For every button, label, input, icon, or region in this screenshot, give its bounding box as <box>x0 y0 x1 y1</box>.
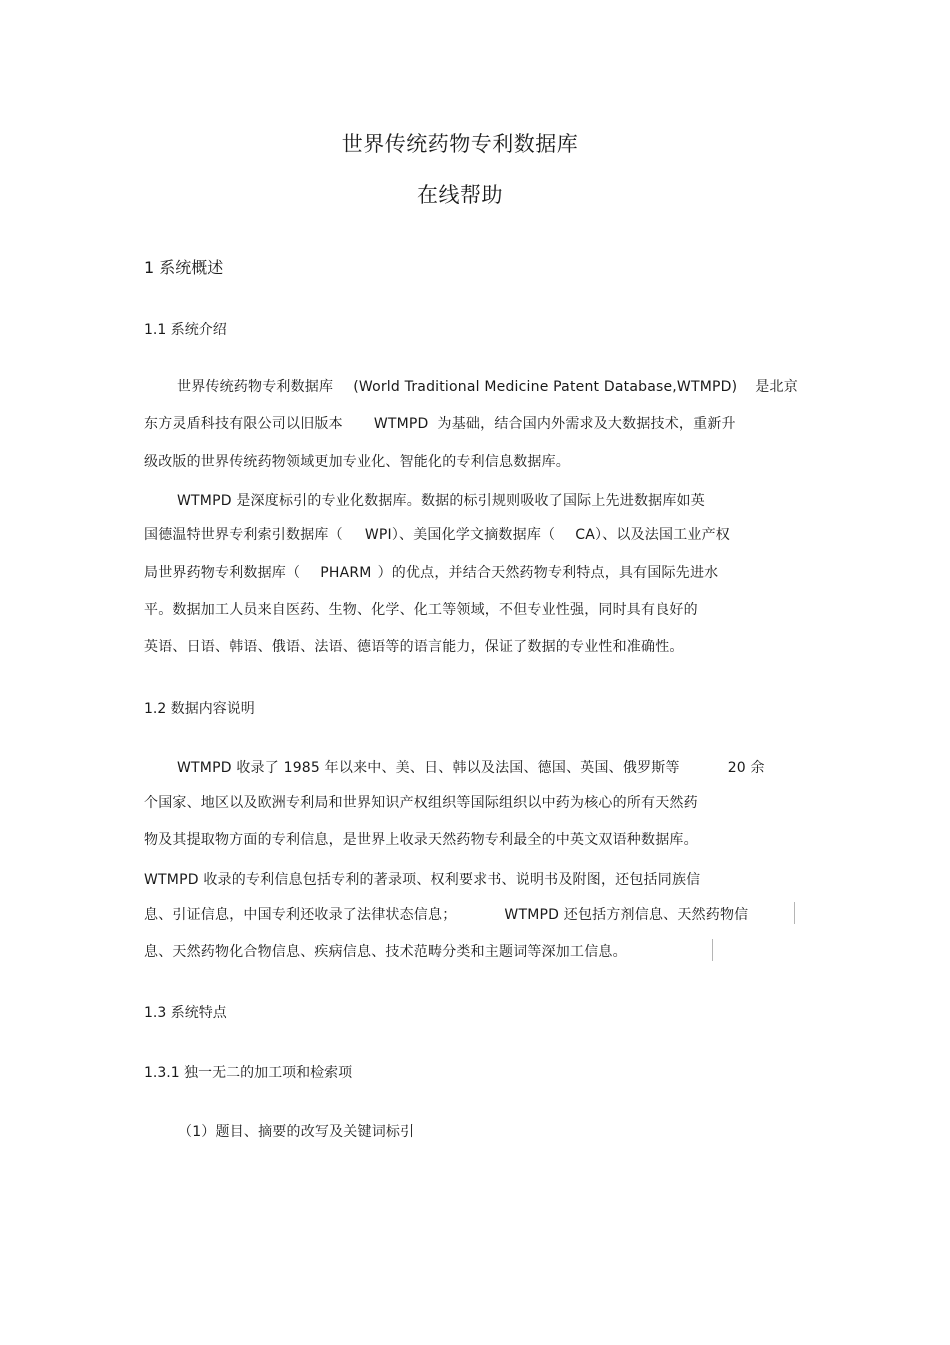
section-heading-1-3-1: 1.3.1 独一无二的加工项和检索项 <box>144 1065 353 1081</box>
section-heading-1: 1 系统概述 <box>144 258 224 277</box>
paragraph-2-text: 局世界药物专利数据库（ <box>144 565 301 581</box>
paragraph-2-line-2 <box>144 524 730 544</box>
paragraph-2-text: 国德温特世界专利索引数据库（ <box>144 527 343 543</box>
paragraph-3-text: 息、引证信息，中国专利还收录了法律状态信息； <box>144 907 457 923</box>
list-item-1: （1）题目、摘要的改写及关键词标引 <box>178 1124 415 1140</box>
section-heading-1-1: 1.1 系统介绍 <box>144 322 227 338</box>
section-heading-1-2: 1.2 数据内容说明 <box>144 701 255 717</box>
document-title: 世界传统药物专利数据库 <box>341 132 579 156</box>
paragraph-2-text: ）的优点，并结合天然药物专利特点，具有国际先进水 <box>377 565 719 581</box>
paragraph-2-line-5: 英语、日语、韩语、俄语、法语、德语等的语言能力，保证了数据的专业性和准确性。 <box>144 639 684 655</box>
paragraph-1-line-2 <box>144 413 736 433</box>
paragraph-1-line-3: 级改版的世界传统药物领域更加专业化、智能化的专利信息数据库。 <box>144 454 570 470</box>
paragraph-1-text: 是北京 <box>755 379 798 395</box>
paragraph-3-text: WTMPD 收录了 1985 年以来中、美、日、韩以及法国、德国、英国、俄罗斯等 <box>177 760 680 776</box>
paragraph-2-text: ）、以及法国工业产权 <box>595 527 730 543</box>
paragraph-1-text: 东方灵盾科技有限公司以旧版本 <box>144 416 343 432</box>
paragraph-3-line-1 <box>177 757 765 777</box>
document-subtitle: 在线帮助 <box>417 183 503 207</box>
paragraph-3-line-6: 息、天然药物化合物信息、疾病信息、技术范畴分类和主题词等深加工信息。 <box>144 944 627 960</box>
paragraph-1-text: WTMPD <box>373 416 429 432</box>
paragraph-2-text: WPI <box>364 527 392 543</box>
paragraph-3-line-2: 个国家、地区以及欧洲专利局和世界知识产权组织等国际组织以中药为核心的所有天然药 <box>144 795 698 811</box>
paragraph-3-line-5 <box>144 904 748 924</box>
paragraph-2-line-4: 平。数据加工人员来自医药、生物、化学、化工等领域，不但专业性强，同时具有良好的 <box>144 602 698 618</box>
paragraph-3-text: 20 余 <box>727 760 765 776</box>
paragraph-2-line-3 <box>144 562 718 582</box>
paragraph-1-text: (World Traditional Medicine Patent Database,WTMPD) <box>353 379 738 395</box>
paragraph-2-text: ）、美国化学文摘数据库（ <box>391 527 556 543</box>
paragraph-1-text: 为基础，结合国内外需求及大数据技术，重新升 <box>437 416 736 432</box>
paragraph-1-text: 世界传统药物专利数据库 <box>177 379 334 395</box>
paragraph-1-line-1 <box>177 376 798 396</box>
paragraph-3-line-4: WTMPD 收录的专利信息包括专利的著录项、权利要求书、说明书及附图，还包括同族信 <box>144 872 701 888</box>
paragraph-2-line-1: WTMPD 是深度标引的专业化数据库。数据的标引规则吸收了国际上先进数据库如英 <box>177 493 705 509</box>
margin-rule <box>712 939 713 961</box>
paragraph-3-text: WTMPD 还包括方剂信息、天然药物信 <box>504 907 749 923</box>
paragraph-2-text: CA <box>575 527 595 543</box>
section-heading-1-3: 1.3 系统特点 <box>144 1005 227 1021</box>
paragraph-3-line-3: 物及其提取物方面的专利信息，是世界上收录天然药物专利最全的中英文双语种数据库。 <box>144 832 698 848</box>
margin-rule <box>794 902 795 924</box>
paragraph-2-text: PHARM <box>320 565 372 581</box>
